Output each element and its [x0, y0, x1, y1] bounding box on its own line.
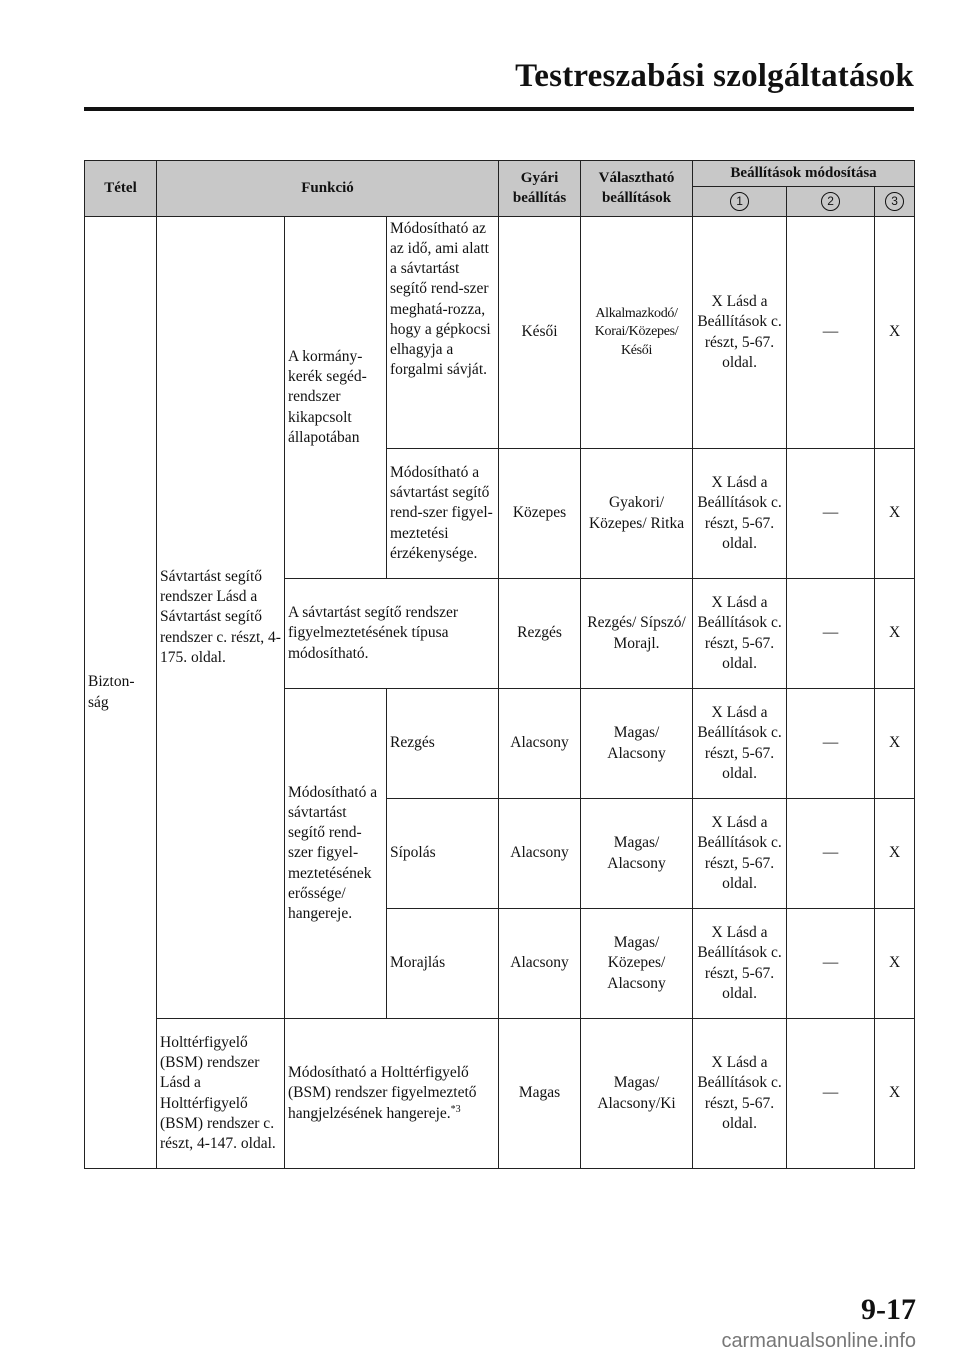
- method-1-cell: X Lásd a Beállítások c. részt, 5-67. oldal.: [693, 449, 787, 579]
- category-cell: Bizton-ság: [85, 217, 157, 1169]
- method-3-cell: X: [875, 689, 915, 799]
- method-1-cell: X Lásd a Beállítások c. részt, 5-67. oldal.: [693, 1019, 787, 1169]
- default-cell: Közepes: [499, 449, 581, 579]
- header-method-2: [787, 187, 875, 217]
- default-cell: Alacsony: [499, 689, 581, 799]
- options-cell: Gyakori/ Közepes/ Ritka: [581, 449, 693, 579]
- default-cell: Rezgés: [499, 579, 581, 689]
- method-1-cell: X Lásd a Beállítások c. részt, 5-67. oldal.: [693, 909, 787, 1019]
- page-number: 9-17: [861, 1293, 916, 1326]
- bsm-system-cell: Holttérfigyelő (BSM) rendszer Lásd a Holttérfigyelő (BSM) rendszer c. részt, 4-147. oldal.: [157, 1019, 285, 1169]
- method-1-cell: X Lásd a Beállítások c. részt, 5-67. oldal.: [693, 579, 787, 689]
- header-default: Gyári beállítás: [499, 161, 581, 217]
- header-item: Tétel: [85, 161, 157, 217]
- circled-3-icon: 3: [885, 192, 904, 211]
- page-title: Testreszabási szolgáltatások: [515, 58, 914, 94]
- default-cell: Késői: [499, 217, 581, 449]
- header-method-3: [875, 187, 915, 217]
- method-3-cell: X: [875, 1019, 915, 1169]
- method-2-cell: —: [787, 909, 875, 1019]
- lkas-condition-cell: A kormány-kerék segéd-rendszer kikapcsolt állapotában: [285, 217, 387, 579]
- method-2-cell: —: [787, 449, 875, 579]
- lkas-system-cell: Sávtartást segítő rendszer Lásd a Sávtartást segítő rendszer c. részt, 4-175. oldal.: [157, 217, 285, 1019]
- options-cell: Alkalmazkodó/ Korai/Közepes/ Késői: [581, 217, 693, 449]
- circled-2-icon: 2: [821, 192, 840, 211]
- function-cell: Módosítható az az idő, ami alatt a sávtartást segítő rend-szer meghatá-rozza, hogy a gépkocsi elhagyja a forgalmi sávját.: [387, 217, 499, 449]
- default-cell: Magas: [499, 1019, 581, 1169]
- method-1-cell: X Lásd a Beállítások c. részt, 5-67. oldal.: [693, 689, 787, 799]
- header-change: Beállítások módosítása: [693, 161, 915, 187]
- warning-type-cell: Rezgés: [387, 689, 499, 799]
- header-function: Funkció: [157, 161, 499, 217]
- default-cell: Alacsony: [499, 799, 581, 909]
- default-cell: Alacsony: [499, 909, 581, 1019]
- title-divider: [84, 107, 914, 111]
- method-3-cell: X: [875, 909, 915, 1019]
- options-cell: Magas/ Alacsony: [581, 689, 693, 799]
- header-method-1: [693, 187, 787, 217]
- bsm-function-cell: [285, 1019, 499, 1169]
- method-2-cell: —: [787, 689, 875, 799]
- method-3-cell: X: [875, 449, 915, 579]
- method-3-cell: X: [875, 579, 915, 689]
- bsm-function-text: Módosítható a Holttérfigyelő (BSM) rendszer figyelmeztető hangjelzésének hangereje.: [288, 1063, 477, 1123]
- options-cell: Rezgés/ Sípszó/ Morajl.: [581, 579, 693, 689]
- method-1-cell: X Lásd a Beállítások c. részt, 5-67. oldal.: [693, 799, 787, 909]
- header-options: Választható beállítások: [581, 161, 693, 217]
- method-2-cell: —: [787, 579, 875, 689]
- function-cell: A sávtartást segítő rendszer figyelmeztetésének típusa módosítható.: [285, 579, 499, 689]
- volume-label-cell: Módosítható a sávtartást segítő rend-szer figyel-meztetésének erőssége/ hangereje.: [285, 689, 387, 1019]
- method-2-cell: —: [787, 1019, 875, 1169]
- circled-1-icon: 1: [730, 192, 749, 211]
- method-2-cell: —: [787, 217, 875, 449]
- method-1-cell: X Lásd a Beállítások c. részt, 5-67. oldal.: [693, 217, 787, 449]
- method-3-cell: X: [875, 217, 915, 449]
- method-3-cell: X: [875, 799, 915, 909]
- warning-type-cell: Sípolás: [387, 799, 499, 909]
- watermark: carmanualsonline.info: [721, 1330, 916, 1352]
- method-2-cell: —: [787, 799, 875, 909]
- customization-table: [84, 160, 915, 1169]
- options-cell: Magas/ Alacsony: [581, 799, 693, 909]
- options-cell: Magas/ Alacsony/Ki: [581, 1019, 693, 1169]
- warning-type-cell: Morajlás: [387, 909, 499, 1019]
- function-cell: Módosítható a sávtartást segítő rend-szer figyel-meztetési érzékenysége.: [387, 449, 499, 579]
- options-cell: Magas/ Közepes/ Alacsony: [581, 909, 693, 1019]
- footnote-marker: *3: [450, 1103, 461, 1115]
